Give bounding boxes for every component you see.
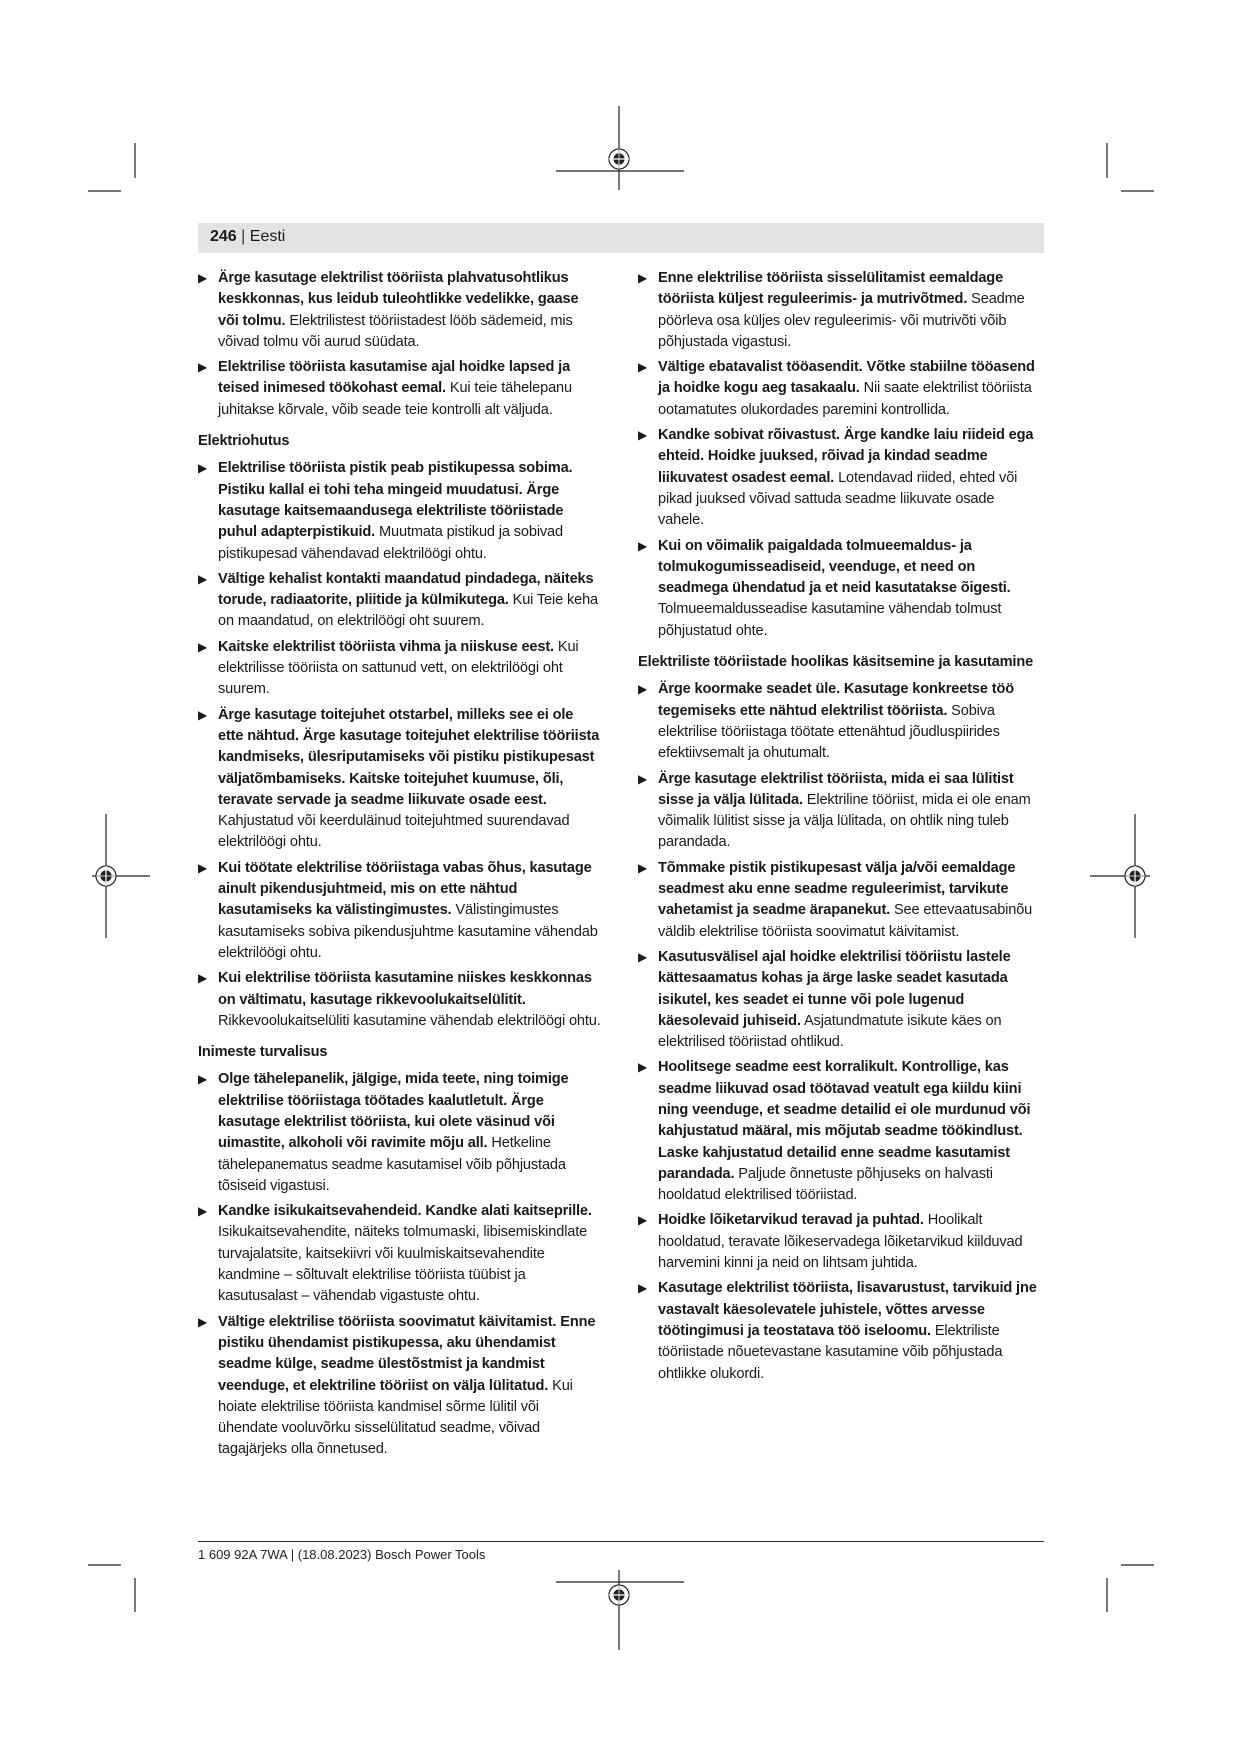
list-item — [638, 357, 1041, 421]
list-item — [198, 268, 601, 353]
triangle-bullet-icon: ▶ — [198, 707, 208, 722]
list-item — [638, 1210, 1041, 1274]
list-item — [638, 536, 1041, 642]
list-item — [198, 1312, 601, 1461]
section-heading-tool-use: Elektriliste tööriistade hoolikas käsitsemine ja kasutamine — [638, 654, 1034, 671]
page-header — [198, 223, 1044, 253]
item-normal-text: Muutmata pistikud ja sobivad pistikupesad vähendavad elektrilöögi ohtu. — [218, 524, 563, 562]
item-normal-text: Hetkeline tähelepanematus seadme kasutamisel võib põhjustada tõsiseid vigastusi. — [218, 1135, 566, 1194]
triangle-bullet-icon: ▶ — [198, 860, 208, 875]
item-normal-text: Sobiva elektrilise tööriistaga töötate ettenähtud jõudluspiirides efektiivsemalt ja ohutumalt. — [658, 702, 1000, 762]
triangle-bullet-icon: ▶ — [198, 971, 208, 986]
right-column — [638, 268, 1041, 1389]
triangle-bullet-icon: ▶ — [198, 1204, 208, 1219]
triangle-bullet-icon: ▶ — [198, 639, 208, 654]
triangle-bullet-icon: ▶ — [638, 428, 648, 443]
item-normal-text: Elektrilistest tööriistadest lööb sädemeid, mis võivad tolmu või aurud süüdata. — [218, 312, 573, 350]
list-item — [198, 968, 601, 1032]
list-item — [198, 1069, 601, 1197]
triangle-bullet-icon: ▶ — [198, 1314, 208, 1329]
triangle-bullet-icon: ▶ — [638, 271, 648, 285]
triangle-bullet-icon: ▶ — [638, 360, 648, 375]
item-bold-text: Elektrilise tööriista pistik peab pistikupessa sobima. Pistiku kallal ei tohi teha mingeid muudatusi. Ärge kasutage kaitsemaandusega elektriliste tööriistade puhul adapterpistikuid. — [218, 460, 573, 541]
list-item — [198, 357, 601, 421]
item-bold-text: Enne elektrilise tööriista sisselülitamist eemaldage tööriista küljest reguleerimis- ja mutrivõtmed. — [658, 270, 1004, 308]
language-label: Eesti — [249, 228, 286, 245]
item-normal-text: Kui elektrilisse tööriista on sattunud vett, on elektrilöögi oht suurem. — [218, 638, 579, 698]
list-item — [638, 947, 1041, 1053]
triangle-bullet-icon: ▶ — [638, 1060, 648, 1075]
item-bold-text: Hoolitsege seadme eest korralikult. Kontrollige, kas seadme liikuvad osad töötavad veatult ega kiildu kiini ning veenduge, et seadme detailid ei ole murdunud või kahjustatud määral, mis mõjutab seadme töökindlust. Laske kahjustatud detailid enne seadme kasutamist parandada. — [658, 1059, 1031, 1182]
item-bold-text: Kaitske elektrilist tööriista vihma ja niiskuse eest. — [218, 638, 554, 655]
triangle-bullet-icon: ▶ — [198, 271, 208, 285]
item-bold-text: Kandke isikukaitsevahendeid. Kandke alati kaitseprille. — [218, 1203, 592, 1220]
list-item — [198, 705, 601, 854]
list-item — [198, 637, 601, 701]
item-bold-text: Ärge kasutage toitejuhet otstarbel, milleks see ei ole ette nähtud. Ärge kasutage toitejuhet elektrilise tööriista kandmiseks, ülesriputamiseks või pistiku pistikupesast väljatõmbamiseks. Kaitske toitejuhet kuumuse, õli, teravate servade ja seadme liikuvate osade eest. — [218, 706, 600, 808]
list-item — [198, 569, 601, 633]
list-item — [638, 1278, 1041, 1384]
item-normal-text: Paljude õnnetuste põhjuseks on halvasti hooldatud elektrilised tööriistad. — [658, 1165, 993, 1204]
page-number: 246 — [210, 228, 237, 245]
item-normal-text: Lotendavad riided, ehted või pikad juuksed võivad sattuda seadme liikuvate osade vahele. — [658, 469, 1018, 529]
triangle-bullet-icon: ▶ — [638, 538, 648, 553]
item-bold-text: Ärge kasutage elektrilist tööriista, mida ei saa lülitist sisse ja välja lülitada. — [658, 770, 1014, 808]
triangle-bullet-icon: ▶ — [638, 949, 648, 964]
page-number-label — [210, 228, 285, 246]
item-bold-text: Elektrilise tööriista kasutamise ajal hoidke lapsed ja teised inimesed töökohast eemal. — [218, 359, 571, 397]
triangle-bullet-icon: ▶ — [198, 571, 208, 586]
list-right-1 — [638, 268, 1041, 642]
section-heading-personal-safety: Inimeste turvalisus — [198, 1044, 328, 1061]
header-separator: | — [241, 228, 246, 245]
item-normal-text: Hoolikalt hooldatud, teravate lõikeservadega lõiketarvikud kiilduvad harvemini kinni ja neid on lihtsam juhtida. — [658, 1212, 1023, 1272]
item-bold-text: Vältige ebatavalist tööasendit. Võtke stabiilne tööasend ja hoidke kogu aeg tasakaalu. — [658, 359, 1035, 397]
item-normal-text: Kahjustatud või keerduläinud toitejuhtmed suurendavad elektrilöögi ohtu. — [218, 813, 570, 851]
item-normal-text: Kui hoiate elektrilise tööriista kandmisel sõrme lülitil või ühendate vooluvõrku sisselülitatud seadme, võivad tagajärjeks olla õnnetused. — [218, 1377, 573, 1458]
list-right-2 — [638, 679, 1041, 1385]
item-normal-text: Nii saate elektrilist tööriista ootamatutes olukordades paremini kontrollida. — [658, 380, 1032, 418]
triangle-bullet-icon: ▶ — [198, 1072, 208, 1087]
item-bold-text: Ärge kasutage elektrilist tööriista plahvatusohtlikus keskkonnas, kus leidub tuleohtlikke vedelikke, gaase või tolmu. — [218, 270, 579, 329]
crosshair-register-icon — [556, 106, 684, 190]
item-bold-text: Kui töötate elektrilise tööriistaga vabas õhus, kasutage ainult pikendusjuhtmeid, mis on ette nähtud kasutamiseks ka välistingimustes. — [218, 859, 592, 919]
list-item — [198, 458, 601, 564]
item-normal-text: Elektriliste tööriistade nõuetevastane kasutamine võib põhjustada ohtlikke olukordi. — [658, 1322, 1003, 1382]
list-item — [638, 679, 1041, 764]
list-item — [638, 1057, 1041, 1206]
item-normal-text: Välistingimustes kasutamiseks sobiva pikendusjuhtme kasutamine vähendab elektrilöögi ohtu. — [218, 902, 598, 961]
list-item — [198, 858, 601, 964]
item-bold-text: Kasutage elektrilist tööriista, lisavarustust, tarvikuid jne vastavalt käesolevatele juhistele, võttes arvesse töötingimusi ja teostatava töö iseloomu. — [658, 1280, 1037, 1339]
triangle-bullet-icon: ▶ — [638, 1213, 648, 1228]
item-bold-text: Vältige kehalist kontakti maandatud pindadega, näiteks torude, radiaatorite, pliitide ja külmikutega. — [218, 570, 594, 609]
item-bold-text: Vältige elektrilise tööriista soovimatut käivitamist. Enne pistiku ühendamist pistikupessa, aku ühendamist seadme külge, seadme ülestõstmist ja kandmist veenduge, et elektriline tööriist on välja lülitatud. — [218, 1313, 596, 1394]
item-bold-text: Ärge koormake seadet üle. Kasutage konkreetse töö tegemiseks ette nähtud elektrilist tööriista. — [658, 681, 1015, 719]
item-normal-text: Rikkevoolukaitselüliti kasutamine vähendab elektrilöögi ohtu. — [218, 1012, 601, 1029]
crosshair-register-icon — [92, 814, 150, 938]
list-left-3 — [198, 1069, 601, 1460]
left-column — [198, 268, 601, 1465]
item-normal-text: See ettevaatusabinõu väldib elektrilise tööriista soovimatut käivitamist. — [658, 902, 1033, 940]
list-item — [638, 268, 1041, 353]
item-normal-text: Kui teie tähelepanu juhitakse kõrvale, võib seade teie kontrolli alt väljuda. — [218, 380, 572, 418]
item-bold-text: Tõmmake pistik pistikupesast välja ja/või eemaldage seadmest aku enne seadme reguleerimist, tarvikute vahetamist ja seadme ärapanekut. — [658, 859, 1016, 919]
item-bold-text: Kandke sobivat rõivastust. Ärge kandke laiu riideid ega ehteid. Hoidke juuksed, rõivad ja kindad seadme liikuvatest osadest eemal. — [658, 427, 1034, 486]
item-bold-text: Kasutusvälisel ajal hoidke elektrilisi tööriistu lastele kättesaamatus kohas ja ärge laske seadet kasutada isikutel, kes seadet ei tunne või pole lugenud käesolevaid juhiseid. — [658, 948, 1011, 1029]
item-bold-text: Olge tähelepanelik, jälgige, mida teete, ning toimige elektrilise tööriistaga töötades kaalutletult. Ärge kasutage elektrilist tööriista, kui olete väsinud või uimastite, alkoholi või ravimite mõju all. — [218, 1071, 569, 1152]
item-normal-text: Asjatundmatute isikute käes on elektrilised tööriistad ohtlikud. — [658, 1012, 1002, 1051]
triangle-bullet-icon: ▶ — [198, 360, 208, 375]
triangle-bullet-icon: ▶ — [638, 1281, 648, 1296]
item-normal-text: Tolmueemaldusseadise kasutamine vähendab tolmust põhjustatud ohte. — [658, 601, 1002, 639]
page-footer: 1 609 92A 7WA | (18.08.2023) Bosch Power Tools — [198, 1547, 486, 1562]
item-normal-text: Kui Teie keha on maandatud, on elektrilöögi oht suurem. — [218, 592, 599, 630]
list-item — [638, 769, 1041, 854]
item-bold-text: Kui elektrilise tööriista kasutamine niiskes keskkonnas on vältimatu, kasutage rikkevoolukaitselülitit. — [218, 970, 592, 1008]
list-item — [638, 425, 1041, 531]
item-normal-text: Elektriline tööriist, mida ei ole enam võimalik lülitist sisse ja välja lülitada, on ohtlik ning tuleb parandada. — [658, 791, 1031, 851]
footer-divider — [198, 1541, 1044, 1542]
item-bold-text: Kui on võimalik paigaldada tolmueemaldus- ja tolmukogumisseadiseid, veenduge, et need on seadmega ühendatud ja et neid kasutatakse õigesti. — [658, 537, 1011, 597]
list-item — [198, 1201, 601, 1307]
crosshair-register-icon — [556, 1570, 684, 1650]
crosshair-register-icon — [1090, 814, 1150, 938]
list-left-1 — [198, 268, 601, 421]
section-heading-electrical-safety: Elektriohutus — [198, 433, 290, 450]
triangle-bullet-icon: ▶ — [198, 461, 208, 476]
list-left-2 — [198, 458, 601, 1032]
item-bold-text: Hoidke lõiketarvikud teravad ja puhtad. — [658, 1212, 924, 1229]
triangle-bullet-icon: ▶ — [638, 860, 648, 875]
list-item — [638, 858, 1041, 943]
triangle-bullet-icon: ▶ — [638, 682, 648, 697]
triangle-bullet-icon: ▶ — [638, 771, 648, 786]
item-normal-text: Isikukaitsevahendite, näiteks tolmumaski, libisemiskindlate turvajalatsite, kaitsekiivri või kuulmiskaitsevahendite kandmine – sõltuvalt elektrilise tööriista tüübist ja kasutusalast – vähendab vigastuste ohtu. — [218, 1224, 588, 1305]
item-normal-text: Seadme pöörleva osa küljes olev reguleerimis- või mutrivõti võib põhjustada vigastusi. — [658, 291, 1025, 350]
